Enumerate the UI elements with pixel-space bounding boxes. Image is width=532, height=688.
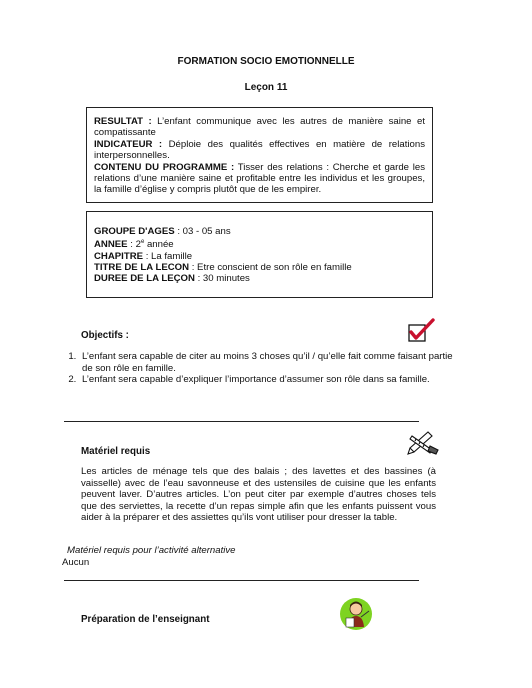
resultat-label: RESULTAT : xyxy=(94,116,152,127)
materiel-text: Les articles de ménage tels que des balais ; des lavettes et des bassines (à vaisselle) avec de l’eau savonneuse et des ustensiles de cuisine que les enfants peuvent laver. D’autres articles. L’on peut citer par exemple d’autres choses tels que des serviettes, la recette d’un repas simple afin que les enfants puissent vous aider à la préparer et des assiettes qu’ils vont utiliser pour dresser la table. xyxy=(81,466,436,524)
duree-lecon xyxy=(94,273,425,284)
lesson-number: Leçon 11 xyxy=(244,82,288,93)
pencil-ruler-icon xyxy=(406,428,440,456)
divider xyxy=(64,421,419,422)
indicateur-label: INDICATEUR : xyxy=(94,138,163,150)
annee xyxy=(94,237,425,250)
info-box xyxy=(86,211,433,298)
indicateur xyxy=(94,139,425,162)
materiel-heading: Matériel requis xyxy=(81,446,151,457)
checkmark-icon xyxy=(407,318,435,344)
annee-sup: e xyxy=(140,239,145,246)
page-title: FORMATION SOCIO EMOTIONNELLE xyxy=(177,56,355,67)
contenu xyxy=(94,162,425,196)
summary-box xyxy=(86,107,433,203)
resultat xyxy=(94,116,425,139)
objectif-item: 1. L’enfant sera capable de citer au moins 3 choses qu’il / qu’elle fait comme faisant partie de son rôle en famille. xyxy=(79,351,455,374)
annee-label: ANNEE xyxy=(94,239,128,251)
indicateur-text: Déploie des qualités effectives en matière de relations interpersonnelles. xyxy=(94,138,425,162)
chapitre-label: CHAPITRE xyxy=(94,250,144,262)
titre-value: : Etre conscient de son rôle en famille xyxy=(189,261,352,273)
titre-lecon xyxy=(94,262,425,273)
annee-suffix: année xyxy=(144,239,174,251)
teacher-icon xyxy=(339,597,373,631)
alternative-value: Aucun xyxy=(62,557,90,568)
titre-label: TITRE DE LA LECON xyxy=(94,261,190,273)
preparation-heading: Préparation de l’enseignant xyxy=(81,614,210,625)
objectif-item: 2. L’enfant sera capable d’expliquer l’importance d’assumer son rôle dans sa famille. xyxy=(79,374,455,386)
groupe-label: GROUPE D'AGES xyxy=(94,226,175,237)
groupe-ages xyxy=(94,226,425,237)
chapitre-value: : La famille xyxy=(143,250,193,262)
duree-value: : 30 minutes xyxy=(194,273,250,284)
annee-value: : 2 xyxy=(127,239,141,251)
duree-label: DUREE DE LA LEÇON xyxy=(94,273,195,284)
alternative-label: Matériel requis pour l’activité alternative xyxy=(67,545,236,556)
groupe-value: : 03 - 05 ans xyxy=(174,226,231,237)
contenu-label: CONTENU DU PROGRAMME : xyxy=(94,161,235,173)
divider xyxy=(64,580,419,581)
chapitre xyxy=(94,251,425,262)
contenu-text: Tisser des relations : Cherche et garde les relations d’une manière saine et profitable entre les individus et les groupes, la famille d’église y compris plutôt que de les empirer. xyxy=(94,161,425,196)
resultat-text: L’enfant communique avec les autres de manière saine et compatissante xyxy=(94,116,425,139)
objectifs-list xyxy=(62,351,455,386)
objectifs-heading: Objectifs : xyxy=(81,330,129,341)
